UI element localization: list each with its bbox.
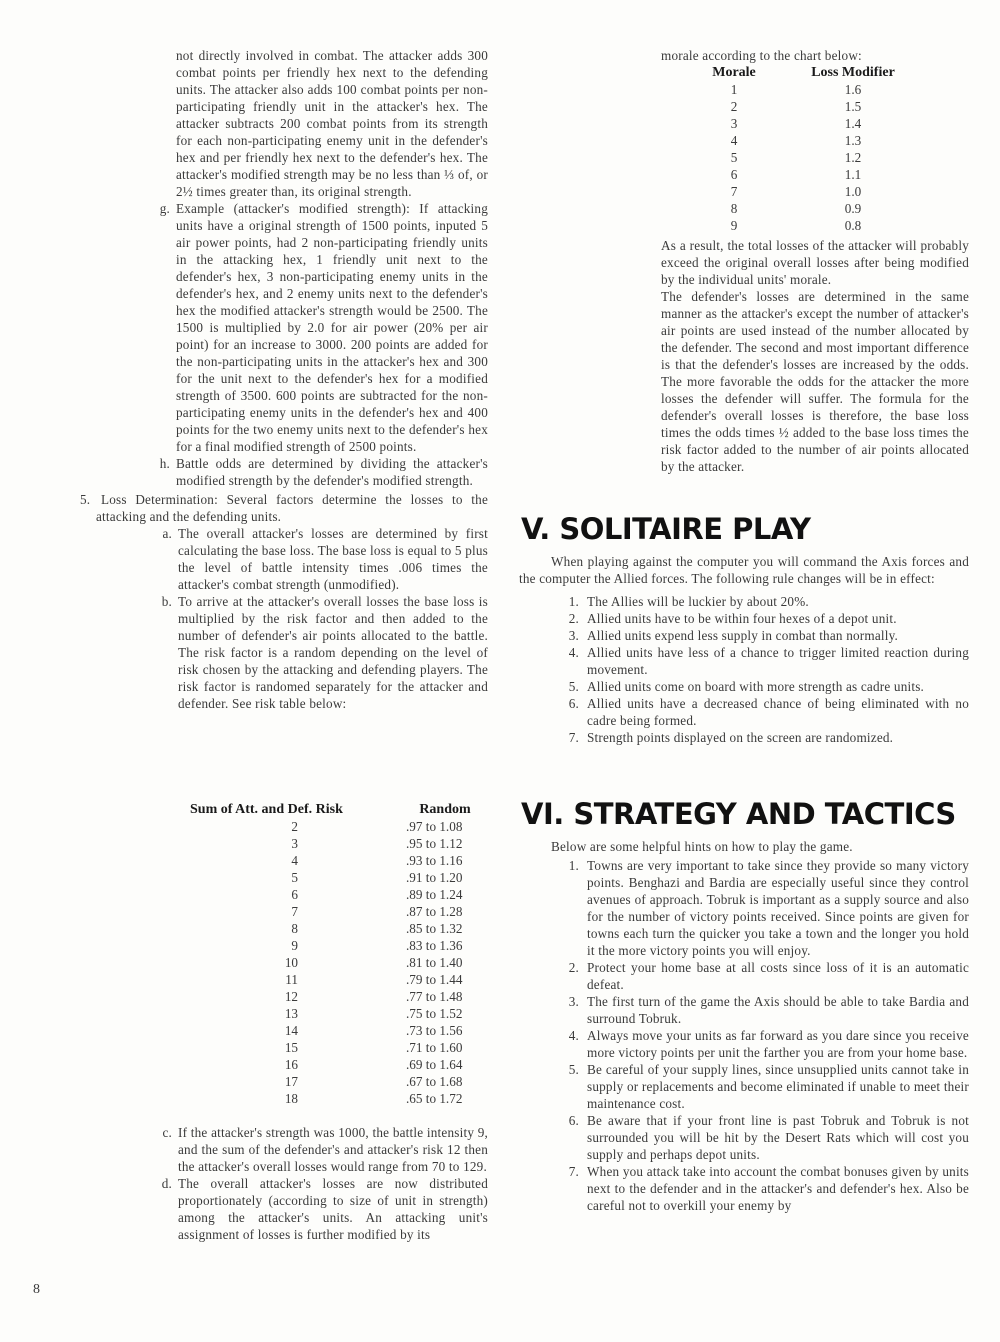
combat-modifier-paragraph: not directly involved in combat. The attacker adds 300 combat points per friendly hex next to the defending units. The attacker also adds 100 combat points per non-participating friendly unit in the attacker's hex. The attacker subtracts 200 combat points from its strength for each non-participating enemy unit in the defender's hex and per friendly hex next to the defender's hex. The attacker's modified strength may be no less than ⅓ of, or 2½ times greater than, its original strength. (176, 48, 488, 199)
risk-sum-cell: 10 (284, 955, 298, 970)
risk-sum-cell: 8 (291, 921, 298, 936)
morale-table-header-modifier: Loss Modifier (811, 65, 895, 80)
item-g-text: Example (attacker's modified strength): If attacking units have a original strength of 1500 points, inputed 5 air power points, had 2 non-participating friendly units in the attacking hex, 1 friendly unit next to the defender's hex, 3 non-participating enemy units in the defender's hex, and 2 enemy units next to the defender's hex the modified attacker's strength would be 2500. The 1500 is multiplied by 2.0 for air power (20% per air point) for an increase to 3000. 200 points are added for the non-participating units in the attacker's hex and 300 for the unit next to the defender's hex for a modified strength of 3500. 600 points are subtracted for the non-participating enemy units in the defender's hex and 400 points for the two enemy units next to the defender's hex for a final modified strength of 2500 points. (176, 201, 488, 454)
strategy-item (519, 1061, 969, 1112)
item-b-text: To arrive at the attacker's overall losses the base loss is multiplied by the risk factor and then added to the number of defender's air points allocated to the battle. The risk factor is a random depending on the level of risk chosen by the attacking and defending players. The risk factor is randomed separately for the attacker and defender. See risk table below: (178, 594, 488, 711)
risk-sum-cell: 11 (285, 972, 298, 987)
item-g-label: g. (159, 201, 170, 216)
left-column-lower (154, 1124, 488, 1243)
risk-sum-cell: 5 (291, 870, 298, 885)
strategy-item (519, 857, 969, 959)
solitaire-intro: When playing against the computer you will command the Axis forces and the computer the Allied forces. The following rule changes will be in effect: (519, 554, 969, 586)
morale-value-cell: 7 (730, 184, 738, 199)
item-h-text: Battle odds are determined by dividing the attacker's modified strength by the defender's modified strength. (176, 456, 488, 488)
item-5 (80, 491, 488, 525)
morale-value-cell: 5 (730, 150, 738, 165)
item-c-label: c. (162, 1125, 172, 1140)
solitaire-rule-number: 5. (568, 679, 579, 694)
strategy-item-text: Protect your home base at all costs since loss of it is an automatic defeat. (587, 960, 969, 992)
left-column (80, 47, 488, 712)
morale-value-cell: 6 (730, 167, 738, 182)
risk-sum-cell: 6 (291, 887, 298, 902)
item-b-label: b. (161, 594, 172, 609)
risk-table-header-random: Random (419, 802, 471, 817)
risk-sum-cell: 14 (284, 1023, 298, 1038)
strategy-item-number: 2. (568, 960, 579, 975)
strategy-item-number: 3. (568, 994, 579, 1009)
solitaire-rule-text: Allied units have less of a chance to trigger limited reaction during movement. (587, 645, 969, 677)
solitaire-section (519, 553, 969, 746)
solitaire-rule (519, 678, 969, 695)
solitaire-rule-list (519, 593, 969, 746)
risk-random-cell: .81 to 1.40 (406, 955, 463, 970)
item-h-label: h. (159, 456, 170, 471)
item-b (154, 593, 488, 712)
risk-random-cell: .95 to 1.12 (406, 836, 463, 851)
risk-sum-cell: 2 (291, 819, 298, 834)
solitaire-rule-number: 4. (568, 645, 579, 660)
risk-random-cell: .67 to 1.68 (406, 1074, 463, 1089)
strategy-item (519, 1163, 969, 1214)
strategy-item (519, 993, 969, 1027)
risk-table (190, 801, 500, 1107)
risk-random-cell: .97 to 1.08 (406, 819, 463, 834)
loss-modifier-cell: 0.9 (844, 201, 862, 216)
risk-random-cell: .89 to 1.24 (406, 887, 463, 902)
solitaire-rule-number: 7. (568, 730, 579, 745)
strategy-item-number: 1. (568, 858, 579, 873)
morale-result-paragraph: As a result, the total losses of the attacker will probably exceed the original overall losses after being modified by the individual units' morale. (661, 238, 969, 287)
strategy-heading: VI. STRATEGY AND TACTICS (521, 797, 956, 831)
risk-random-cell: .83 to 1.36 (406, 938, 463, 953)
strategy-item-number: 4. (568, 1028, 579, 1043)
solitaire-rule (519, 644, 969, 678)
item-a (154, 525, 488, 593)
defender-losses-paragraph: The defender's losses are determined in the same manner as the attacker's except the number of attacker's air points are used instead of the number allocated by the defender. The second and most important difference is that the defender's losses are increased by the odds. The more favorable the odds for the attacker the more losses the defender will suffer. The formula for the defender's overall losses is therefore, the base loss times the odds times ½ added to the base loss times the risk factor added to the number of air points allocated by the attacker. (661, 289, 969, 474)
risk-table-header-sum: Sum of Att. and Def. Risk (190, 802, 343, 817)
strategy-item-number: 6. (568, 1113, 579, 1128)
item-5-text: Loss Determination: Several factors determine the losses to the attacking and the defending units. (96, 492, 489, 524)
risk-random-cell: .77 to 1.48 (406, 989, 463, 1004)
solitaire-rule-text: Allied units have a decreased chance of being eliminated with no cadre being formed. (587, 696, 969, 728)
morale-value-cell: 4 (730, 133, 738, 148)
loss-modifier-cell: 1.3 (844, 133, 862, 148)
morale-table (690, 64, 928, 234)
solitaire-rule-text: Allied units have to be within four hexes of a depot unit. (587, 611, 897, 626)
strategy-item-number: 5. (568, 1062, 579, 1077)
risk-sum-cell: 15 (284, 1040, 298, 1055)
solitaire-rule-text: Allied units expend less supply in combat than normally. (587, 628, 899, 643)
morale-intro: morale according to the chart below: (661, 48, 862, 63)
morale-value-cell: 8 (730, 201, 738, 216)
morale-value-cell: 9 (730, 218, 738, 233)
risk-sum-cell: 17 (284, 1074, 298, 1089)
item-d-text: The overall attacker's losses are now distributed proportionately (according to size of unit in strength) among the attacker's units. An attacking unit's assignment of losses is further modified by its (178, 1176, 488, 1242)
risk-random-cell: .91 to 1.20 (406, 870, 463, 885)
loss-modifier-cell: 1.1 (844, 167, 862, 182)
page-number: 8 (33, 1282, 40, 1297)
solitaire-rule (519, 610, 969, 627)
loss-modifier-cell: 1.0 (844, 184, 862, 199)
item-d-label: d. (161, 1176, 172, 1191)
morale-table-header-morale: Morale (712, 65, 756, 80)
solitaire-rule (519, 593, 969, 610)
item-a-label: a. (162, 526, 172, 541)
item-c-text: If the attacker's strength was 1000, the battle intensity 9, and the sum of the defender's and attacker's risk 12 then the attacker's overall losses would range from 70 to 129. (178, 1125, 488, 1174)
risk-random-cell: .87 to 1.28 (406, 904, 463, 919)
loss-modifier-cell: 1.6 (844, 82, 862, 97)
risk-random-cell: .93 to 1.16 (406, 853, 463, 868)
solitaire-rule-text: The Allies will be luckier by about 20%. (587, 594, 809, 609)
strategy-item (519, 1027, 969, 1061)
risk-random-cell: .85 to 1.32 (406, 921, 463, 936)
solitaire-rule-text: Strength points displayed on the screen are randomized. (587, 730, 894, 745)
strategy-section (519, 838, 969, 1214)
right-column-top (661, 47, 969, 64)
risk-sum-cell: 18 (284, 1091, 298, 1106)
risk-sum-cell: 16 (284, 1057, 298, 1072)
item-h (152, 455, 488, 489)
solitaire-rule-number: 2. (568, 611, 579, 626)
item-c (154, 1124, 488, 1175)
loss-modifier-cell: 0.8 (844, 218, 862, 233)
risk-sum-cell: 4 (291, 853, 298, 868)
solitaire-rule-number: 1. (568, 594, 579, 609)
strategy-intro: Below are some helpful hints on how to play the game. (551, 839, 853, 854)
risk-random-cell: .65 to 1.72 (406, 1091, 463, 1106)
solitaire-rule (519, 729, 969, 746)
item-d (154, 1175, 488, 1243)
morale-value-cell: 2 (730, 99, 738, 114)
right-column-morale-text (661, 237, 969, 475)
risk-sum-cell: 9 (291, 938, 298, 953)
loss-modifier-cell: 1.4 (844, 116, 862, 131)
strategy-item-list (519, 857, 969, 1214)
item-g (152, 200, 488, 455)
strategy-item-text: Towns are very important to take since they provide so many victory points. Benghazi and Bardia are especially useful since they control avenues of approach. Tobruk is important as a supply source and also for the number of victory points received. Since points are given for towns each turn the quicker you take a town and the longer you hold it the more victory points you will enjoy. (587, 858, 969, 958)
strategy-item-text: Be careful of your supply lines, since unsupplied units cannot take in supply or replacements and become eliminated if unable to meet their maintenance cost. (587, 1062, 969, 1111)
risk-sum-cell: 3 (291, 836, 298, 851)
item-a-text: The overall attacker's losses are determined by first calculating the base loss. The base loss is equal to 5 plus the level of battle intensity times .006 times the attacker's combat strength (unmodified). (178, 526, 488, 592)
strategy-item-text: Be aware that if your front line is past Tobruk and Tobruk is not surrounded you will be hit by the Desert Rats which will cost you supply and perhaps depot units. (587, 1113, 969, 1162)
solitaire-rule-number: 3. (568, 628, 579, 643)
solitaire-heading: V. SOLITAIRE PLAY (521, 512, 811, 546)
risk-random-cell: .75 to 1.52 (406, 1006, 463, 1021)
solitaire-rule (519, 627, 969, 644)
risk-sum-cell: 13 (284, 1006, 298, 1021)
loss-modifier-cell: 1.5 (844, 99, 862, 114)
item-5-label: 5. (80, 492, 91, 507)
strategy-item-text: Always move your units as far forward as you dare since you receive more victory points per unit the farther you are from your home base. (587, 1028, 969, 1060)
morale-value-cell: 3 (730, 116, 738, 131)
morale-value-cell: 1 (730, 82, 738, 97)
strategy-item-text: When you attack take into account the combat bonuses given by units next to the defender and in the attacker's and defender's hex. Also be careful not to overkill your enemy by (587, 1164, 969, 1213)
risk-random-cell: .69 to 1.64 (406, 1057, 463, 1072)
risk-random-cell: .71 to 1.60 (406, 1040, 463, 1055)
strategy-item-number: 7. (568, 1164, 579, 1179)
risk-random-cell: .73 to 1.56 (406, 1023, 463, 1038)
risk-sum-cell: 7 (291, 904, 298, 919)
risk-random-cell: .79 to 1.44 (406, 972, 463, 987)
strategy-item (519, 959, 969, 993)
strategy-item (519, 1112, 969, 1163)
solitaire-rule-text: Allied units come on board with more strength as cadre units. (587, 679, 925, 694)
strategy-item-text: The first turn of the game the Axis should be able to take Bardia and surround Tobruk. (587, 994, 969, 1026)
solitaire-rule (519, 695, 969, 729)
loss-modifier-cell: 1.2 (844, 150, 862, 165)
solitaire-rule-number: 6. (568, 696, 579, 711)
risk-sum-cell: 12 (284, 989, 298, 1004)
